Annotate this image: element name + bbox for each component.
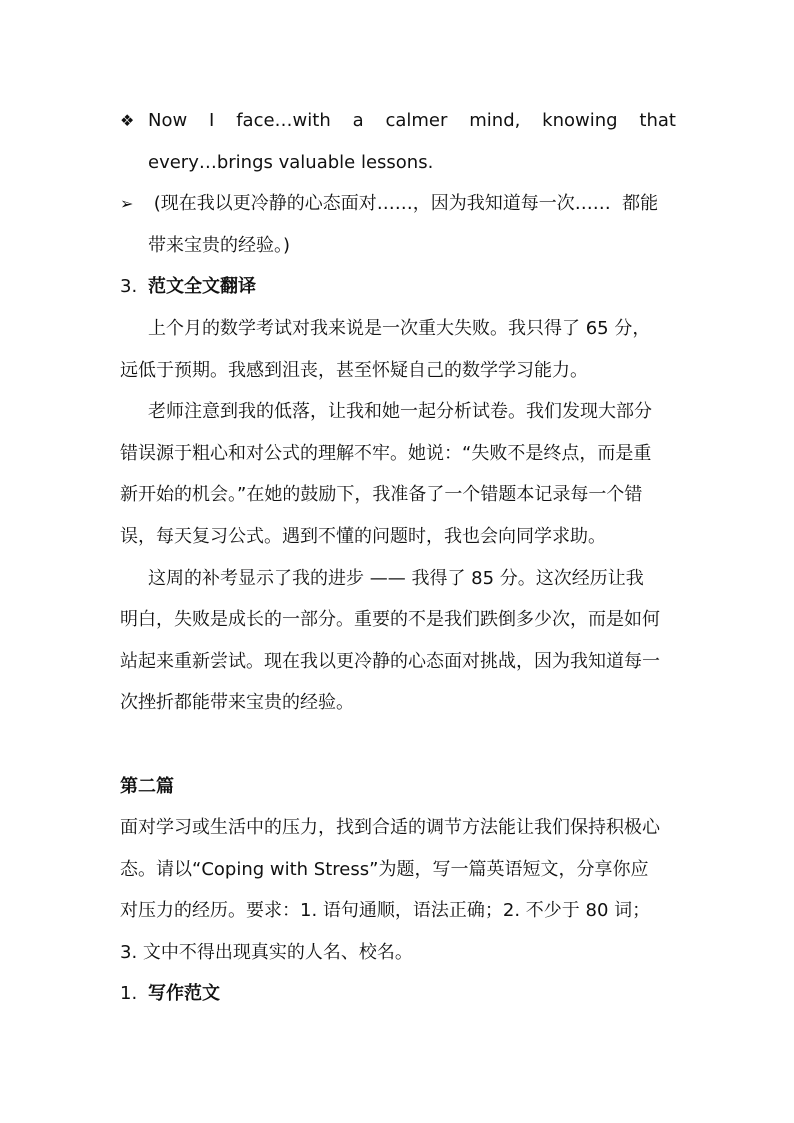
sample-essay-heading-number: 1. [120,983,138,1005]
translation-heading-text: 范文全文翻译 [148,276,256,298]
bullet-item-english [120,100,676,142]
sample-essay-heading [120,973,676,1015]
translation-heading-number: 3. [120,276,138,298]
bullet-item-chinese [120,183,676,225]
part2-heading: 第二篇 [120,775,174,797]
paragraph-line: 新开始的机会。”在她的鼓励下，我准备了一个错题本记录每一个错 [120,484,643,506]
paragraph-line: 站起来重新尝试。现在我以更冷静的心态面对挑战，因为我知道每一 [120,650,660,672]
prompt-line: 面对学习或生活中的压力，找到合适的调节方法能让我们保持积极心 [120,817,660,839]
chinese-sentence-line-2: 带来宝贵的经验。) [148,234,291,256]
paragraph-line: 错误源于粗心和对公式的理解不牢。她说：“失败不是终点，而是重 [120,442,652,464]
document-content [120,100,676,1015]
english-sentence-line-2: every…brings valuable lessons. [148,151,434,173]
paragraph-line: 误，每天复习公式。遇到不懂的问题时，我也会向同学求助。 [120,525,606,547]
paragraph-line: 次挫折都能带来宝贵的经验。 [120,692,354,714]
paragraph-line: 老师注意到我的低落，让我和她一起分析试卷。我们发现大部分 [148,401,652,423]
paragraph-line: 这周的补考显示了我的进步 —— 我得了 85 分。这次经历让我 [148,567,644,589]
section-gap [120,724,676,766]
chinese-sentence-line-1: (现在我以更冷静的心态面对……，因为我知道每一次…… 都能 [148,193,659,215]
paragraph-line: 上个月的数学考试对我来说是一次重大失败。我只得了 65 分， [148,317,651,339]
sample-essay-heading-text: 写作范文 [148,983,220,1005]
diamond-bullet-icon: ❖ [120,111,135,130]
prompt-line: 态。请以“Coping with Stress”为题，写一篇英语短文，分享你应 [120,858,649,880]
paragraph-line: 远低于预期。我感到沮丧，甚至怀疑自己的数学学习能力。 [120,359,588,381]
translation-heading [120,266,676,308]
prompt-line: 3. 文中不得出现真实的人名、校名。 [120,941,413,963]
prompt-line: 对压力的经历。要求：1. 语句通顺，语法正确；2. 不少于 80 词； [120,900,651,922]
paragraph-line: 明白，失败是成长的一部分。重要的不是我们跌倒多少次，而是如何 [120,609,660,631]
english-sentence-line-1: Now I face…with a calmer mind, knowing that [148,110,676,131]
arrow-bullet-icon: ➢ [120,194,134,214]
